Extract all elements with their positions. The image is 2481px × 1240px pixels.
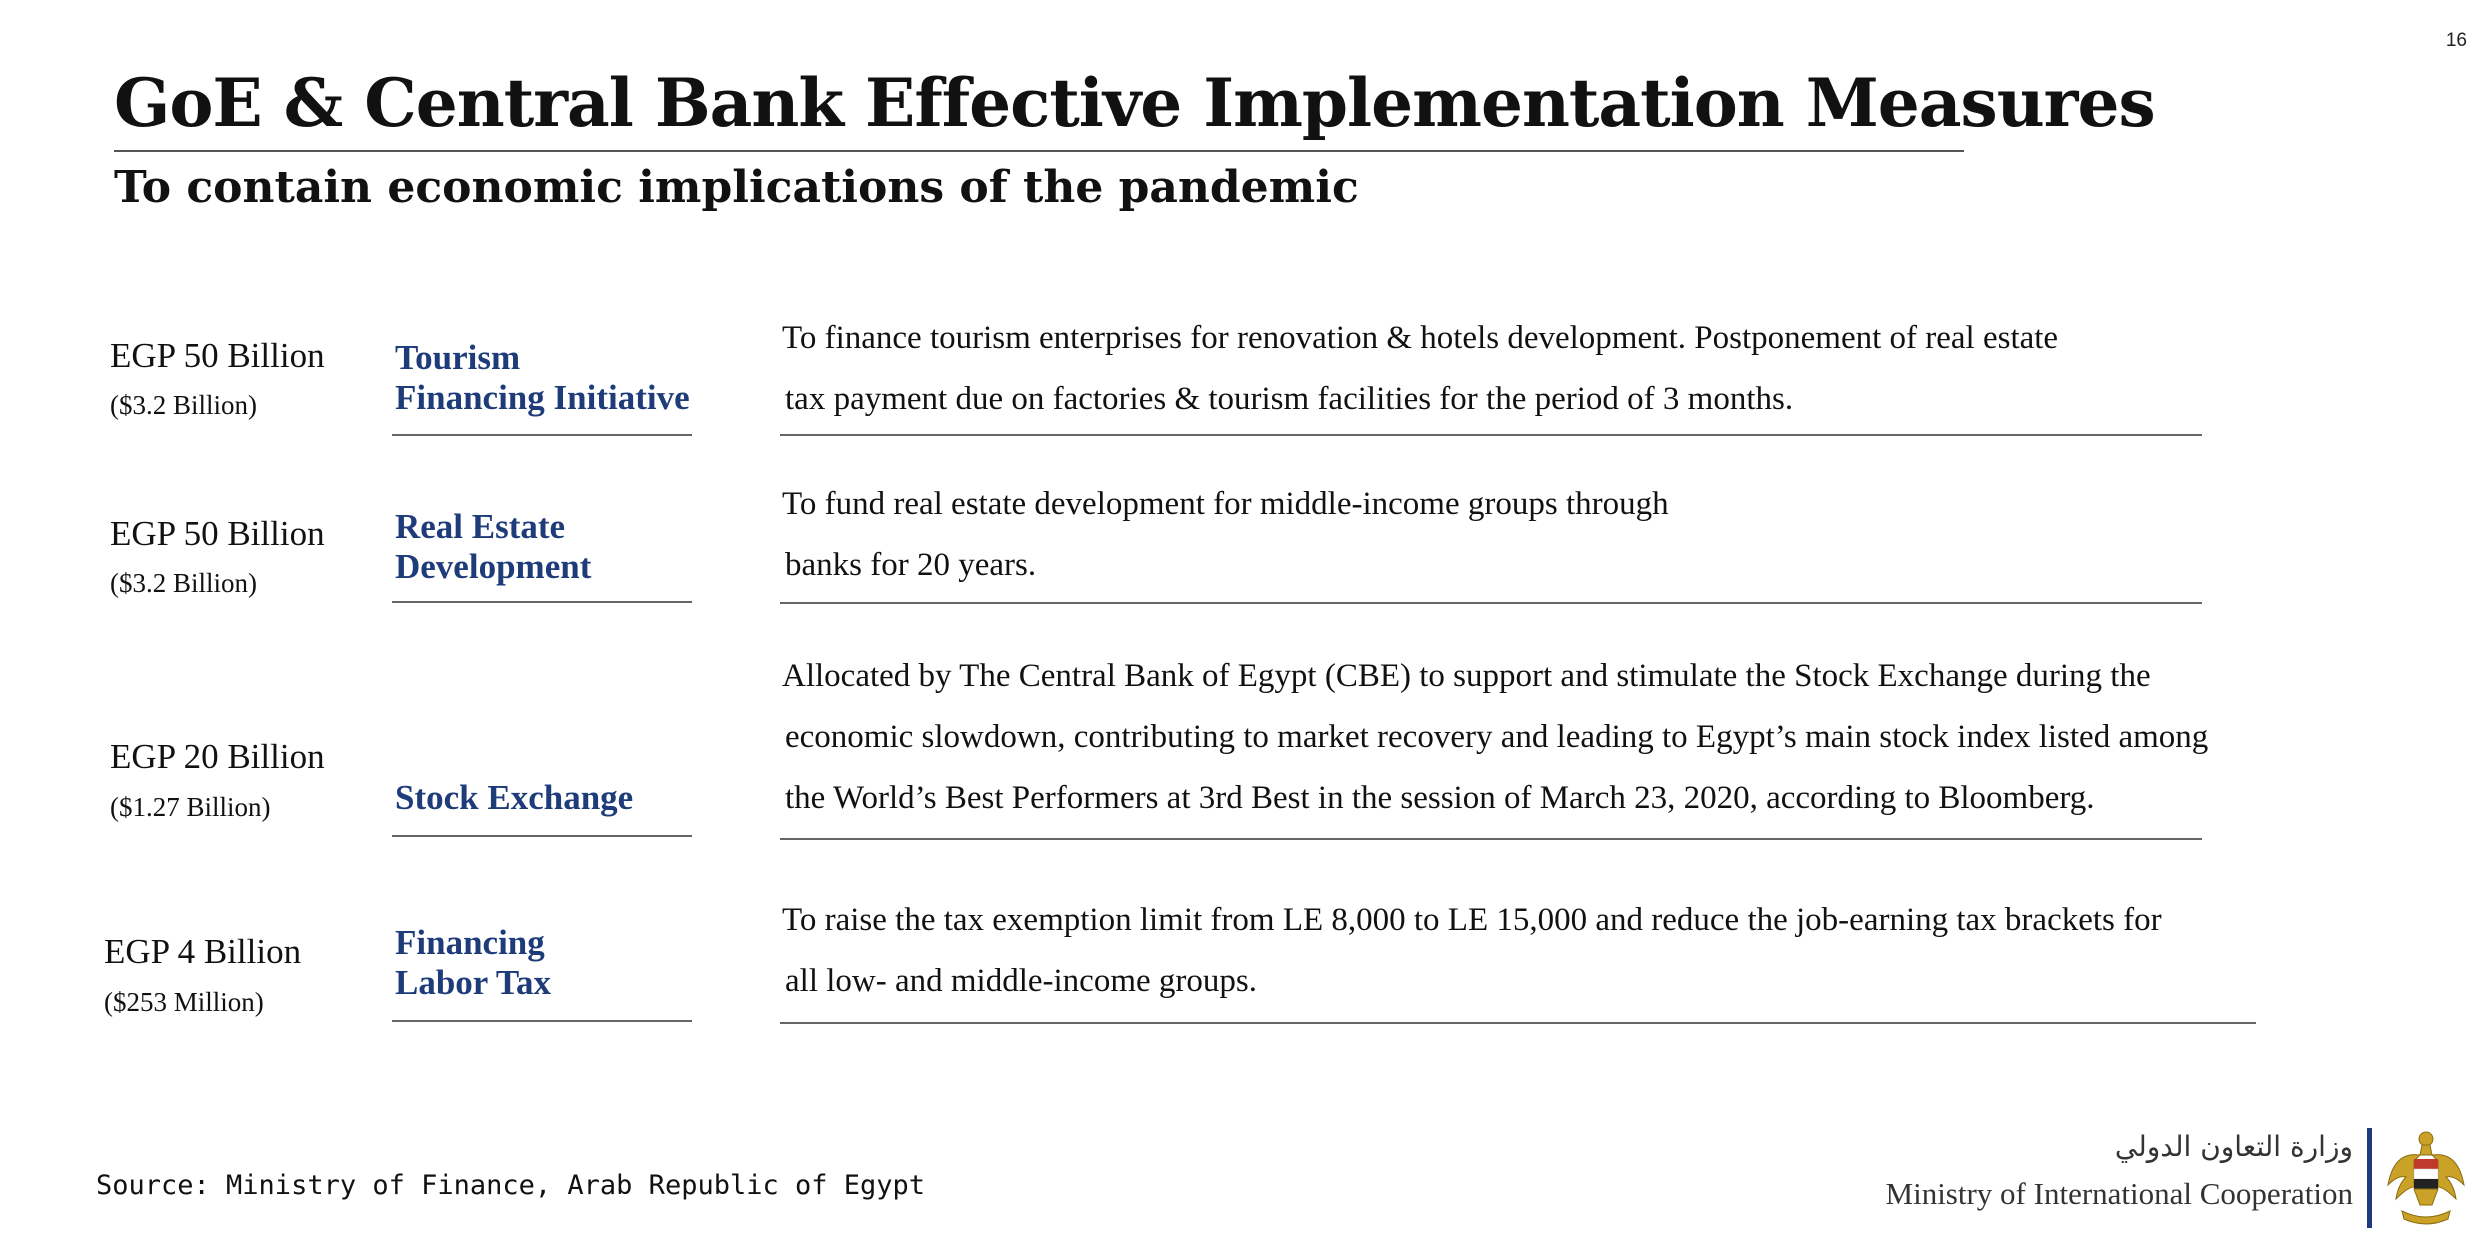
description-line-1: To finance tourism enterprises for renovation & hotels development. Postponement of real estate: [782, 320, 2059, 356]
measure-description: [782, 474, 1669, 596]
measure-description: [782, 646, 2208, 829]
category-line-1: Financing: [395, 923, 545, 962]
description-divider: [780, 602, 2202, 604]
description-divider: [780, 838, 2202, 840]
category-label: [395, 507, 591, 587]
category-line-1: Tourism: [395, 338, 521, 377]
measure-description: [782, 890, 2162, 1012]
ministry-name-english: Ministry of International Cooperation: [1885, 1176, 2353, 1211]
egypt-eagle-emblem-icon: [2384, 1125, 2468, 1229]
category-label: [395, 338, 690, 418]
page-title: GoE & Central Bank Effective Implementation Measures: [114, 64, 2155, 142]
amount-usd: ($253 Million): [104, 987, 264, 1017]
amount-egp: EGP 20 Billion: [110, 737, 325, 776]
description-line-2: all low- and middle-income groups.: [785, 963, 1257, 999]
category-line-2: Development: [395, 547, 592, 586]
description-line-1: To raise the tax exemption limit from LE 8,000 to LE 15,000 and reduce the job-earning tax brackets for: [782, 902, 2162, 938]
logo-divider: [2367, 1128, 2372, 1228]
page-number: 16: [2445, 30, 2467, 51]
source-note: Source: Ministry of Finance, Arab Republic of Egypt: [96, 1170, 926, 1201]
category-divider: [392, 601, 692, 603]
category-divider: [392, 835, 692, 837]
category-label: [395, 923, 551, 1003]
amount-egp: EGP 4 Billion: [104, 932, 302, 971]
category-label: [395, 778, 633, 818]
category-line-1: Real Estate: [395, 507, 566, 546]
category-line-1: Stock Exchange: [395, 778, 634, 817]
description-line-1: Allocated by The Central Bank of Egypt (CBE) to support and stimulate the Stock Exchange during the: [782, 658, 2151, 694]
ministry-name-arabic: وزارة التعاون الدولي: [2114, 1130, 2353, 1163]
category-divider: [392, 434, 692, 436]
measure-description: [782, 308, 2058, 430]
category-line-2: Labor Tax: [395, 963, 551, 1002]
description-line-2: economic slowdown, contributing to market recovery and leading to Egypt’s main stock index listed among: [785, 719, 2209, 755]
amount-usd: ($3.2 Billion): [110, 390, 257, 420]
amount-egp: EGP 50 Billion: [110, 336, 325, 375]
amount-usd: ($1.27 Billion): [110, 792, 271, 822]
amount-egp: EGP 50 Billion: [110, 514, 325, 553]
description-divider: [780, 1022, 2256, 1024]
title-divider: [114, 150, 1964, 152]
description-line-2: tax payment due on factories & tourism facilities for the period of 3 months.: [785, 381, 1794, 417]
description-divider: [780, 434, 2202, 436]
page-subtitle: To contain economic implications of the pandemic: [114, 162, 1359, 213]
description-line-3: the World’s Best Performers at 3rd Best in the session of March 23, 2020, according to Bloomberg.: [785, 780, 2095, 816]
description-line-1: To fund real estate development for middle-income groups through: [782, 486, 1669, 522]
amount-usd: ($3.2 Billion): [110, 568, 257, 598]
category-divider: [392, 1020, 692, 1022]
category-line-2: Financing Initiative: [395, 378, 690, 417]
description-line-2: banks for 20 years.: [785, 547, 1037, 583]
